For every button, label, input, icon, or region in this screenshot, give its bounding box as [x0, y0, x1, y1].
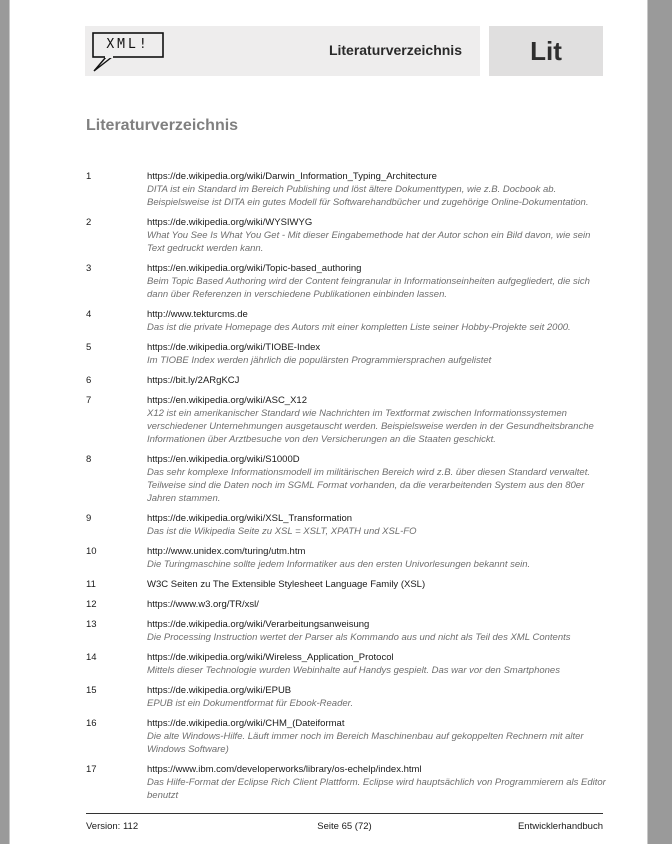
reference-item	[86, 763, 606, 802]
reference-list	[86, 170, 606, 809]
reference-description: Die alte Windows-Hilfe. Läuft immer noch im Bereich Maschinenbau auf gekoppelten Rechnern mit alter Windows Software)	[147, 731, 584, 755]
reference-body	[147, 453, 606, 505]
reference-item	[86, 651, 606, 677]
reference-link[interactable]: http://www.unidex.com/turing/utm.htm	[147, 546, 306, 557]
reference-description: Die Turingmaschine sollte jedem Informatiker aus den ersten Univorlesungen bekannt sein.	[147, 559, 531, 570]
reference-link[interactable]: https://de.wikipedia.org/wiki/CHM_(Dateiformat	[147, 718, 345, 729]
reference-item	[86, 374, 606, 387]
reference-item	[86, 618, 606, 644]
reference-item	[86, 512, 606, 538]
section-tag	[489, 26, 603, 76]
reference-title: W3C Seiten zu The Extensible Stylesheet Language Family (XSL)	[147, 579, 426, 590]
reference-body	[147, 763, 606, 802]
reference-body	[147, 216, 606, 255]
reference-description: X12 ist ein amerikanischer Standard wie Nachrichten im Textformat zwischen Informationssystemen verschiedener Unternehmungen ausgetauscht werden. Beispielsweise werden in der Gesundheitsbranche Informationen über Arztbesuche von den Versicherungen an die Staaten geschickt.	[147, 408, 594, 445]
reference-link[interactable]: https://en.wikipedia.org/wiki/Topic-based_authoring	[147, 263, 362, 274]
reference-body	[147, 618, 606, 644]
reference-description: Die Processing Instruction wertet der Parser als Kommando aus und nicht als Teil des XML Contents	[147, 632, 571, 643]
reference-body	[147, 394, 606, 446]
viewer-gutter-left	[0, 0, 10, 844]
reference-description: Das Hilfe-Format der Eclipse Rich Client Plattform. Eclipse wird hauptsächlich von Programmierern als Editor benutzt	[147, 777, 606, 801]
reference-number: 9	[86, 513, 92, 524]
reference-item	[86, 453, 606, 505]
reference-number: 15	[86, 685, 97, 696]
reference-item	[86, 578, 606, 591]
reference-description: Mittels dieser Technologie wurden Webinhalte auf Handys gespielt. Das war vor den Smartphones	[147, 665, 560, 676]
reference-body	[147, 374, 606, 387]
reference-body	[147, 308, 606, 334]
reference-number: 16	[86, 718, 97, 729]
reference-number: 14	[86, 652, 97, 663]
reference-number: 4	[86, 309, 92, 320]
reference-number: 11	[86, 579, 96, 590]
reference-item	[86, 341, 606, 367]
section-tag-label: Lit	[530, 35, 562, 66]
reference-link[interactable]: https://de.wikipedia.org/wiki/TIOBE-Index	[147, 342, 321, 353]
reference-body	[147, 262, 606, 301]
reference-number: 2	[86, 217, 92, 228]
reference-number: 13	[86, 619, 97, 630]
reference-number: 1	[86, 171, 92, 182]
reference-number: 12	[86, 599, 97, 610]
reference-link[interactable]: https://www.ibm.com/developerworks/library/os-echelp/index.html	[147, 764, 422, 775]
reference-link[interactable]: http://www.tekturcms.de	[147, 309, 248, 320]
reference-link[interactable]: https://de.wikipedia.org/wiki/XSL_Transformation	[147, 513, 353, 524]
reference-item	[86, 394, 606, 446]
reference-link[interactable]: https://www.w3.org/TR/xsl/	[147, 599, 259, 610]
logo-text: XML!	[106, 37, 150, 52]
reference-body	[147, 341, 606, 367]
reference-body	[147, 598, 606, 611]
reference-link[interactable]: https://bit.ly/2ARgKCJ	[147, 375, 240, 386]
reference-link[interactable]: https://en.wikipedia.org/wiki/S1000D	[147, 454, 300, 465]
header-title: Literaturverzeichnis	[328, 42, 462, 58]
reference-link[interactable]: https://de.wikipedia.org/wiki/Verarbeitungsanweisung	[147, 619, 370, 630]
reference-body	[147, 651, 606, 677]
viewer-gutter-right	[647, 0, 672, 844]
reference-number: 7	[86, 395, 92, 406]
reference-body	[147, 717, 606, 756]
reference-item	[86, 170, 606, 209]
reference-body	[147, 684, 606, 710]
reference-item	[86, 216, 606, 255]
reference-body	[147, 545, 606, 571]
reference-link[interactable]: https://de.wikipedia.org/wiki/EPUB	[147, 685, 292, 696]
reference-item	[86, 262, 606, 301]
reference-body	[147, 512, 606, 538]
reference-link[interactable]: https://de.wikipedia.org/wiki/WYSIWYG	[147, 217, 313, 228]
reference-link[interactable]: https://en.wikipedia.org/wiki/ASC_X12	[147, 395, 307, 406]
reference-number: 8	[86, 454, 92, 465]
footer-page-number: Seite 65 (72)	[317, 821, 372, 832]
reference-item	[86, 598, 606, 611]
footer-divider	[86, 813, 603, 814]
reference-number: 5	[86, 342, 92, 353]
reference-description: Das ist die Wikipedia Seite zu XSL = XSLT, XPATH und XSL-FO	[147, 526, 417, 537]
reference-description: Das sehr komplexe Informationsmodell im militärischen Bereich wird z.B. über diesen Standard verwaltet. Teilweise sind die Daten noch im SGML Format vorhanden, da die verarbeitenden System aus den 80er Jahren stammen.	[147, 467, 590, 504]
footer-document-title: Entwicklerhandbuch	[517, 821, 603, 832]
reference-item	[86, 684, 606, 710]
reference-number: 3	[86, 263, 92, 274]
reference-item	[86, 717, 606, 756]
reference-description: What You See Is What You Get - Mit dieser Eingabemethode hat der Autor schon ein Bild davon, wie sein Text gedruckt werden kann.	[147, 230, 591, 254]
reference-body	[147, 578, 606, 591]
footer-version: Version: 112	[86, 821, 139, 832]
reference-description: DITA ist ein Standard im Bereich Publishing und löst ältere Dokumenttypen, wie z.B. Docbook ab. Beispielsweise ist DITA ein gutes Modell für Softwarehandbücher und zugehörige Online-Dokumentation.	[147, 184, 589, 208]
reference-body	[147, 170, 606, 209]
reference-description: Beim Topic Based Authoring wird der Content feingranular in Informationseinheiten aufgegliedert, die sich dann über Referenzen in verschiedene Publikationen einbinden lassen.	[147, 276, 590, 300]
reference-link[interactable]: https://de.wikipedia.org/wiki/Wireless_Application_Protocol	[147, 652, 394, 663]
page-title: Literaturverzeichnis	[86, 117, 239, 134]
reference-item	[86, 308, 606, 334]
reference-number: 17	[86, 764, 97, 775]
reference-link[interactable]: https://de.wikipedia.org/wiki/Darwin_Information_Typing_Architecture	[147, 171, 437, 182]
reference-description: EPUB ist ein Dokumentformat für Ebook-Reader.	[147, 698, 354, 709]
reference-description: Das ist die private Homepage des Autors mit einer kompletten Liste seiner Hobby-Projekte seit 2000.	[147, 322, 571, 333]
reference-number: 6	[86, 375, 92, 386]
reference-description: Im TIOBE Index werden jährlich die populärsten Programmiersprachen aufgelistet	[147, 355, 492, 366]
reference-number: 10	[86, 546, 97, 557]
reference-item	[86, 545, 606, 571]
